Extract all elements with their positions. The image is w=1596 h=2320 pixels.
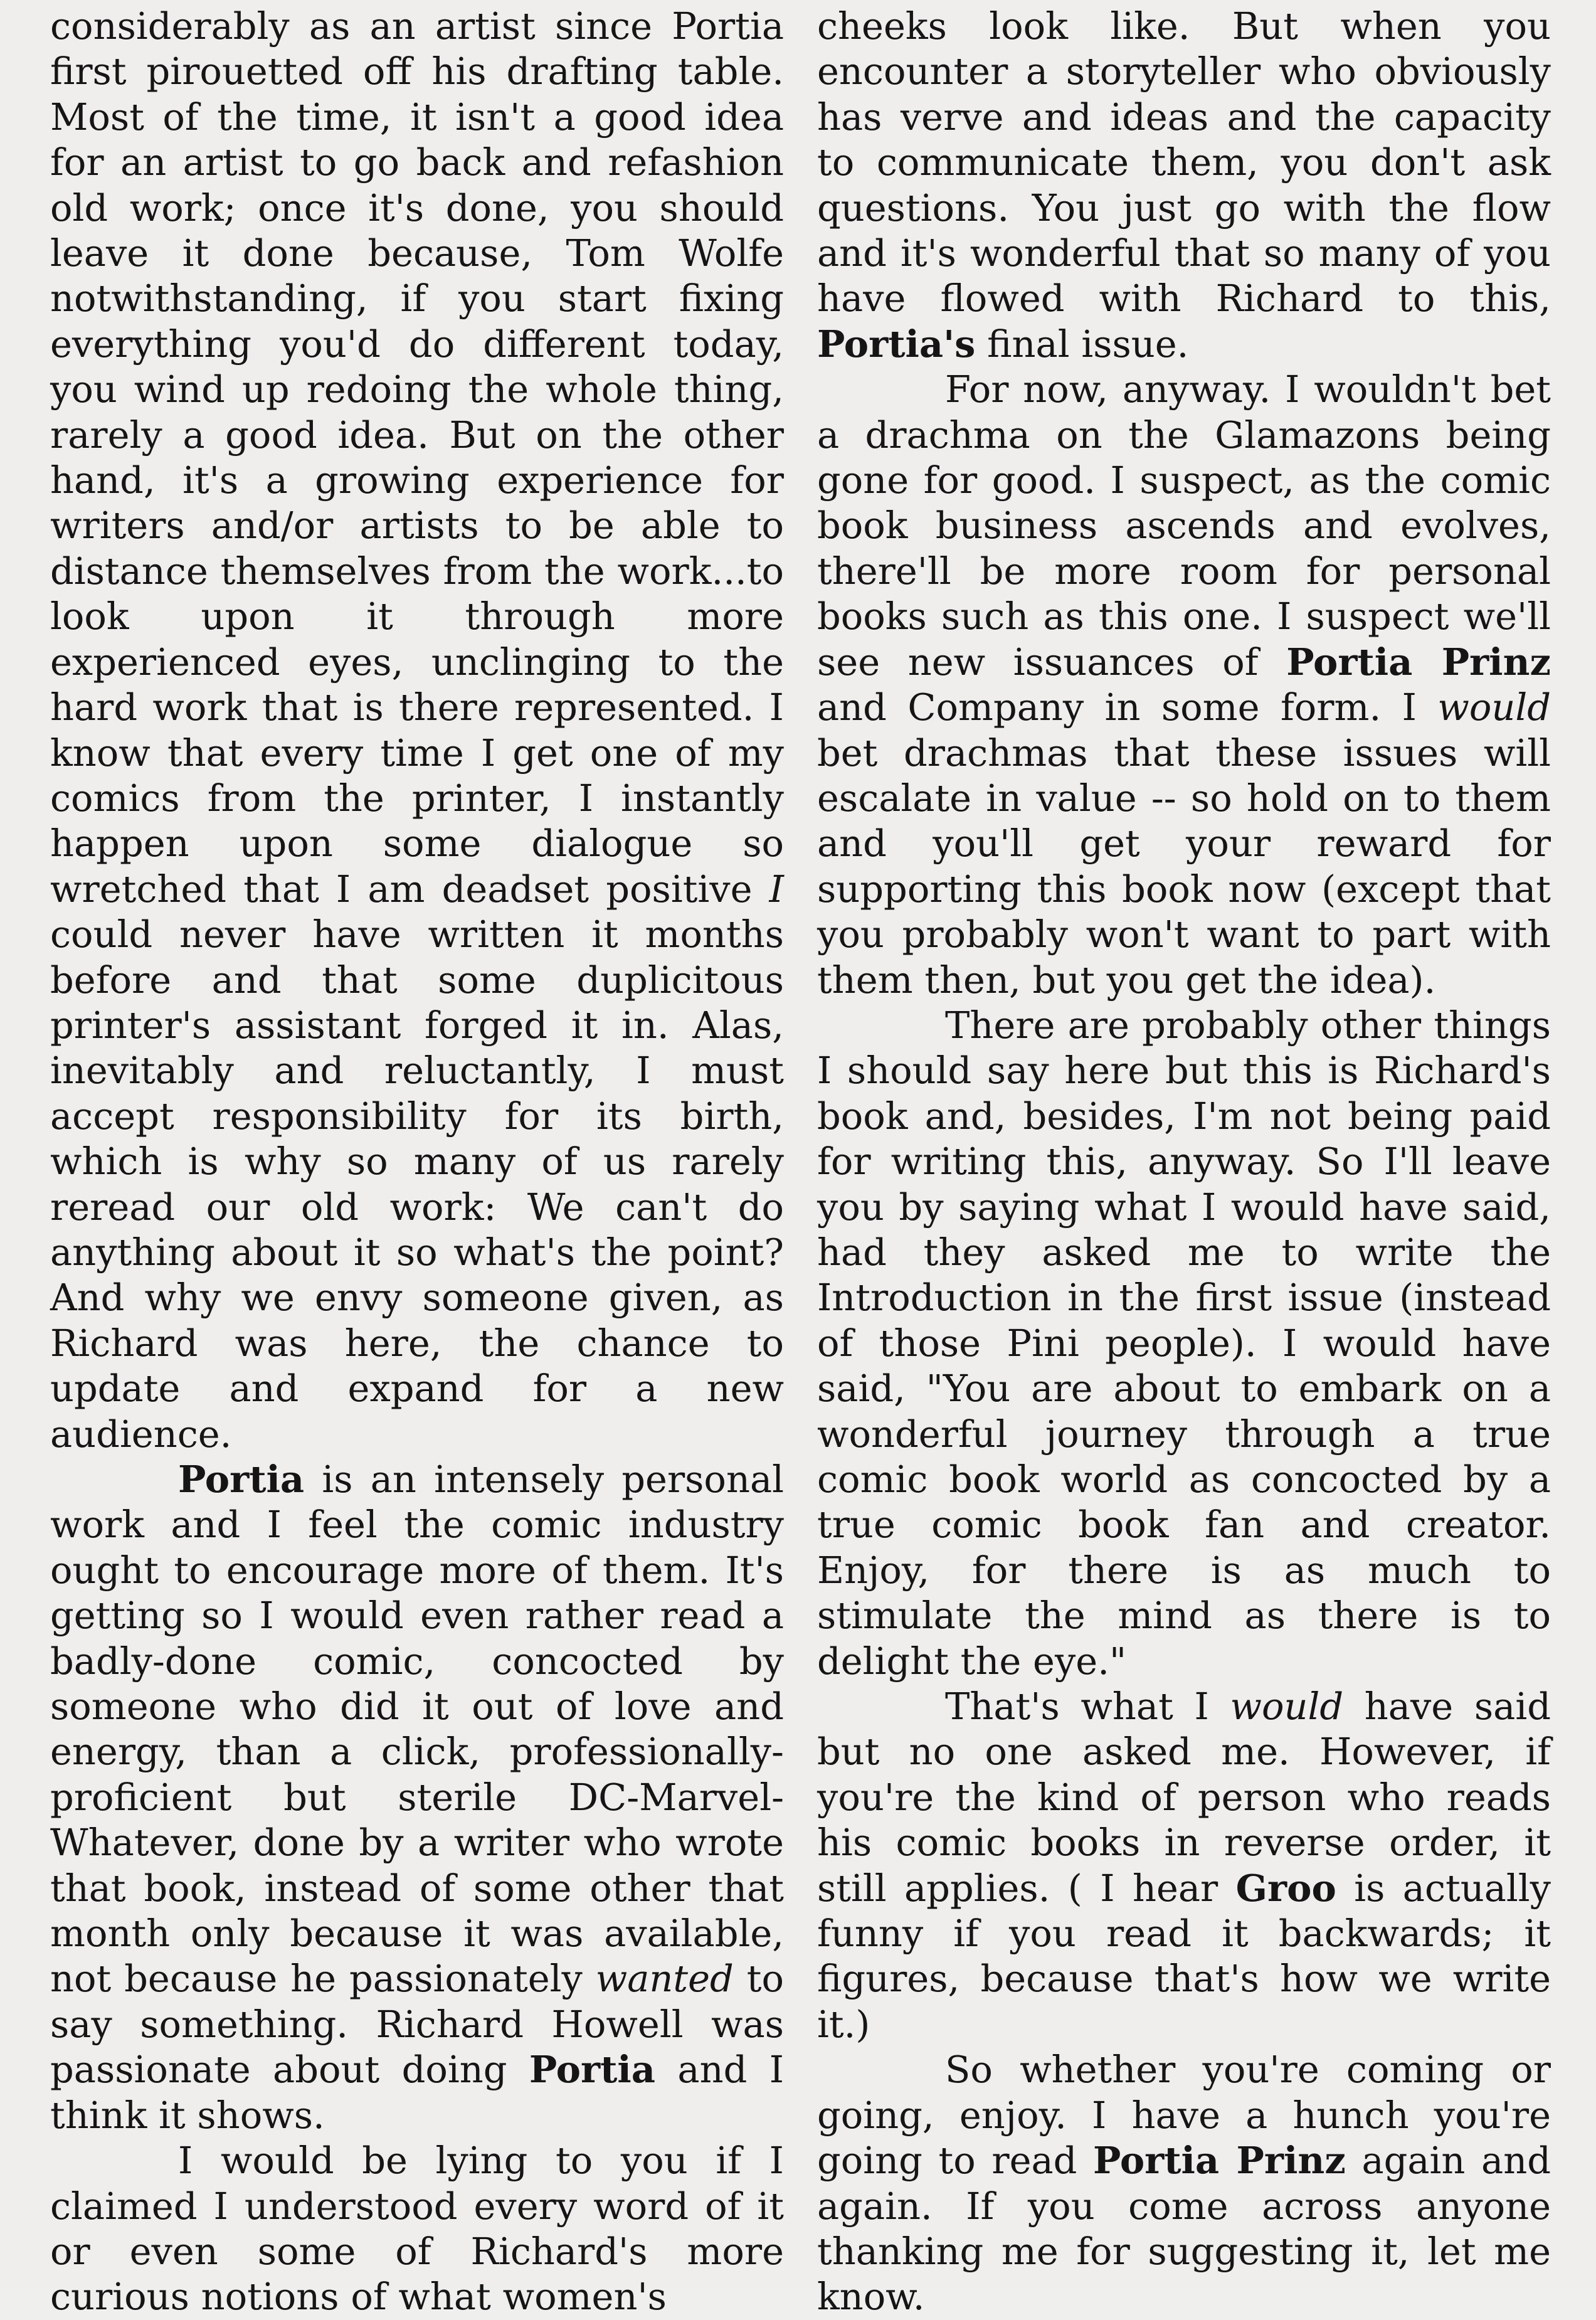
text-run: There are probably other things I should say here but this is Richard's book and, besides, I'm not being paid for writing this, anyway. So I'll leave you by saying what I would have said, had they asked me to write the Introduction in the first issue (instead of those Pini people). I would have said, "You are about to embark on a wonderful journey through a true comic book world as concocted by a true comic book fan and creator. Enjoy, for there is as much to stimulate the mind as there is to delight the eye." — [817, 1003, 1551, 1683]
text-run: That's what I — [945, 1685, 1209, 1729]
text-run: to say something. Richard Howell was passionate about doing — [50, 1957, 784, 2092]
paragraph — [817, 1003, 1551, 1684]
right-column — [817, 4, 1551, 2320]
paragraph — [50, 2138, 784, 2320]
paragraph — [50, 4, 784, 1457]
paragraph — [817, 1684, 1551, 2047]
bold-text: Portia Prinz — [1286, 640, 1551, 684]
bold-text: Portia's — [817, 322, 976, 366]
bold-text: Portia — [529, 2048, 656, 2092]
bold-text: Groo — [1235, 1866, 1336, 1910]
text-run: For now, anyway. I wouldn't bet a drachma on the Glamazons being gone for good. I suspect, as the comic book business ascends and evolves, there'll be more room for personal books such as this one. I suspect we'll see new issuances of — [817, 368, 1551, 684]
text-run: is an intensely personal work and I feel the comic industry ought to encourage more of them. It's getting so I would even rather read a badly-done comic, concocted by someone who did it out of love and energy, than a click, professionally-proficient but sterile DC-Marvel-Whatever, done by a writer who wrote that book, instead of some other that month only because it was available, not because he passionately — [50, 1458, 784, 2001]
text-run: and Company in some form. I — [817, 686, 1417, 729]
text-run: again and again. If you come across anyone thanking me for suggesting it, let me know. — [817, 2139, 1551, 2319]
text-run: have said but no one asked me. However, if you're the kind of person who reads his comic books in reverse order, it still applies. ( I hear — [817, 1685, 1551, 1910]
text-run: So whether you're coming or going, enjoy. I have a hunch you're going to read — [817, 2048, 1551, 2183]
paragraph — [817, 367, 1551, 1003]
paragraph — [817, 4, 1551, 367]
text-run: considerably as an artist since Portia first pirouetted off his drafting table. Most of the time, it isn't a good idea for an artist to go back and refashion old work; once it's done, you should leave it done because, Tom Wolfe notwithstanding, if you start fixing everything you'd do different today, you wind up redoing the whole thing, rarely a good idea. But on the other hand, it's a growing experience for writers and/or artists to be able to distance themselves from the work...to look upon it through more experienced eyes, unclinging to the hard work that is there represented. I know that every time I get one of my comics from the printer, I instantly happen upon some dialogue so wretched that I am deadset positive — [50, 4, 784, 911]
text-run: final issue. — [987, 322, 1189, 366]
text-run: could never have written it months before and that some duplicitous printer's assistant forged it in. Alas, inevitably and reluctantly, I must accept responsibility for its birth, which is why so many of us rarely reread our old work: We can't do anything about it so what's the point? And why we envy someone given, as Richard was here, the chance to update and expand for a new audience. — [50, 913, 784, 1456]
bold-text: Portia Prinz — [1093, 2139, 1346, 2183]
text-run: is actually funny if you read it backwards; it figures, because that's how we write it.) — [817, 1866, 1551, 2046]
italic-text: would — [1230, 1685, 1344, 1729]
text-run: and I think it shows. — [50, 2048, 784, 2137]
bold-text: Portia — [178, 1458, 305, 1501]
italic-text: I — [769, 867, 784, 911]
text-run: cheeks look like. But when you encounter a storyteller who obviously has verve and ideas and the capacity to communicate them, you don't ask questions. You just go with the flow and it's wonderful that so many of you have flowed with Richard to this, — [817, 4, 1551, 320]
text-run: I would be lying to you if I claimed I understood every word of it or even some of Richard's more curious notions of what women's — [50, 2139, 784, 2319]
paragraph — [50, 1457, 784, 2138]
italic-text: wanted — [595, 1957, 734, 2001]
text-run: bet drachmas that these issues will escalate in value -- so hold on to them and you'll get your reward for supporting this book now (except that you probably won't want to part with them then, but you get the idea). — [817, 731, 1551, 1002]
left-column — [50, 4, 784, 2320]
italic-text: would — [1437, 686, 1551, 729]
paragraph — [817, 2047, 1551, 2319]
